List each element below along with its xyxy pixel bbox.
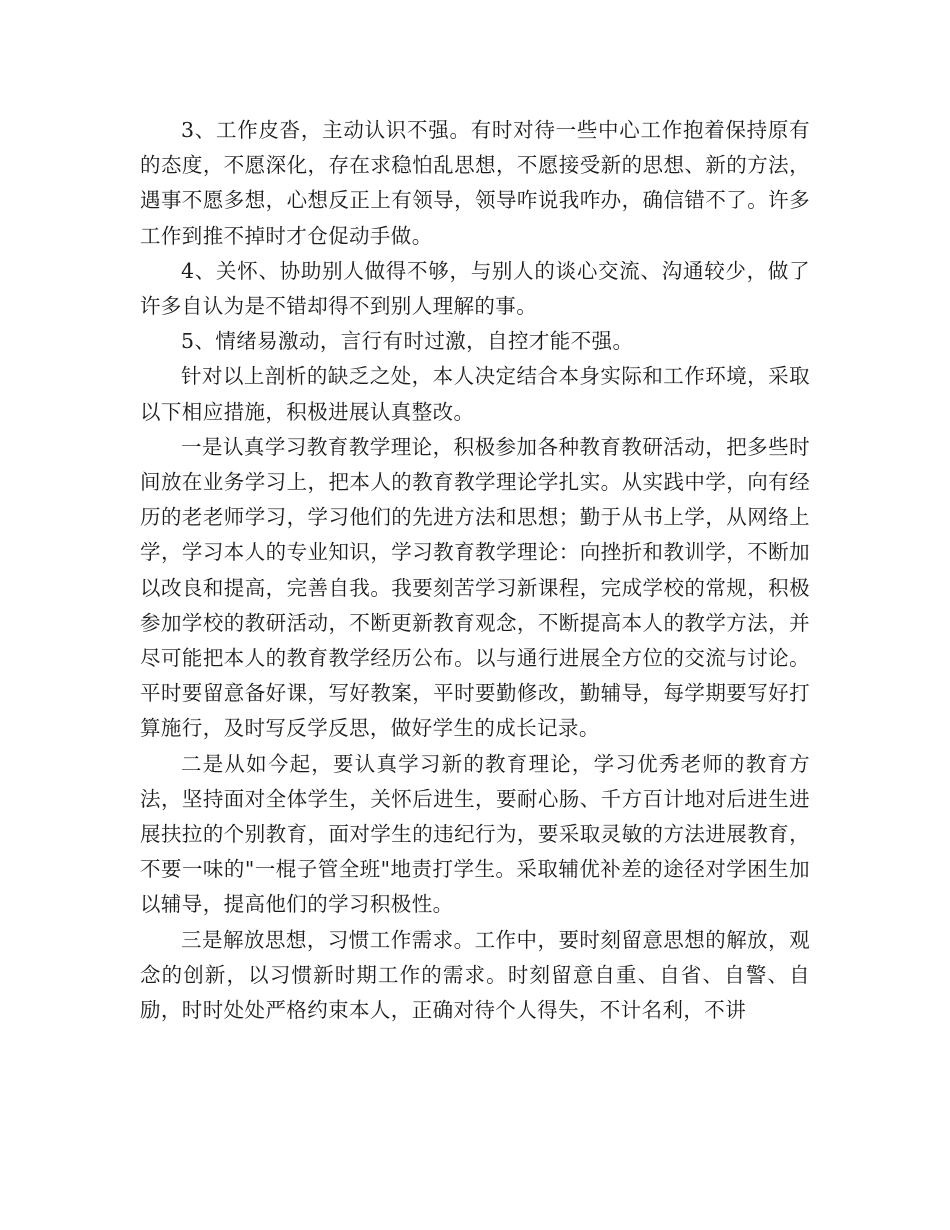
paragraph-measure-one: 一是认真学习教育教学理论，积极参加各种教育教研活动，把多些时间放在业务学习上，把本人的教育教学理论学扎实。从实践中学，向有经历的老老师学习，学习他们的先进方法和思想；勤于从书上学，从网络上学，学习本人的专业知识，学习教育教学理论：向挫折和教训学，不断加以改良和提高，完善自我。我要刻苦学习新课程，完成学校的常规，积极参加学校的教研活动，不断更新教育观念，不断提高本人的教学方法，并尽可能把本人的教育教学经历公布。以与通行进展全方位的交流与讨论。平时要留意备好课，写好教案，平时要勤修改，勤辅导，每学期要写好打算施行，及时写反学反思，做好学生的成长记录。 xyxy=(140,434,810,741)
paragraph-helping-others: 4、关怀、协助别人做得不够，与别人的谈心交流、沟通较少，做了许多自认为是不错却得不到别人理解的事。 xyxy=(140,258,810,319)
paragraph-measure-two: 二是从如今起，要认真学习新的教育理论，学习优秀老师的教育方法，坚持面对全体学生，关怀后进生，要耐心肠、千方百计地对后进生进展扶拉的个别教育，面对学生的违纪行为，要采取灵敏的方法进展教育，不要一味的"一棍子管全班"地责打学生。采取辅优补差的途径对学困生加以辅导，提高他们的学习积极性。 xyxy=(140,751,810,917)
paragraph-rectification-intro: 针对以上剖析的缺乏之处，本人决定结合本身实际和工作环境，采取以下相应措施，积极进展认真整改。 xyxy=(140,364,810,424)
paragraph-work-attitude: 3、工作皮沓，主动认识不强。有时对待一些中心工作抱着保持原有的态度，不愿深化，存在求稳怕乱思想，不愿接受新的思想、新的方法，遇事不愿多想，心想反正上有领导，领导咋说我咋办，确信错不了。许多工作到推不掉时才仓促动手做。 xyxy=(140,118,810,248)
paragraph-measure-three: 三是解放思想，习惯工作需求。工作中，要时刻留意思想的解放，观念的创新，以习惯新时期工作的需求。时刻留意自重、自省、自警、自励，时时处处严格约束本人，正确对待个人得失，不计名利，不讲 xyxy=(140,927,810,1023)
document-body xyxy=(140,113,810,1028)
paragraph-emotion-control: 5、情绪易激动，言行有时过激，自控才能不强。 xyxy=(181,329,634,354)
